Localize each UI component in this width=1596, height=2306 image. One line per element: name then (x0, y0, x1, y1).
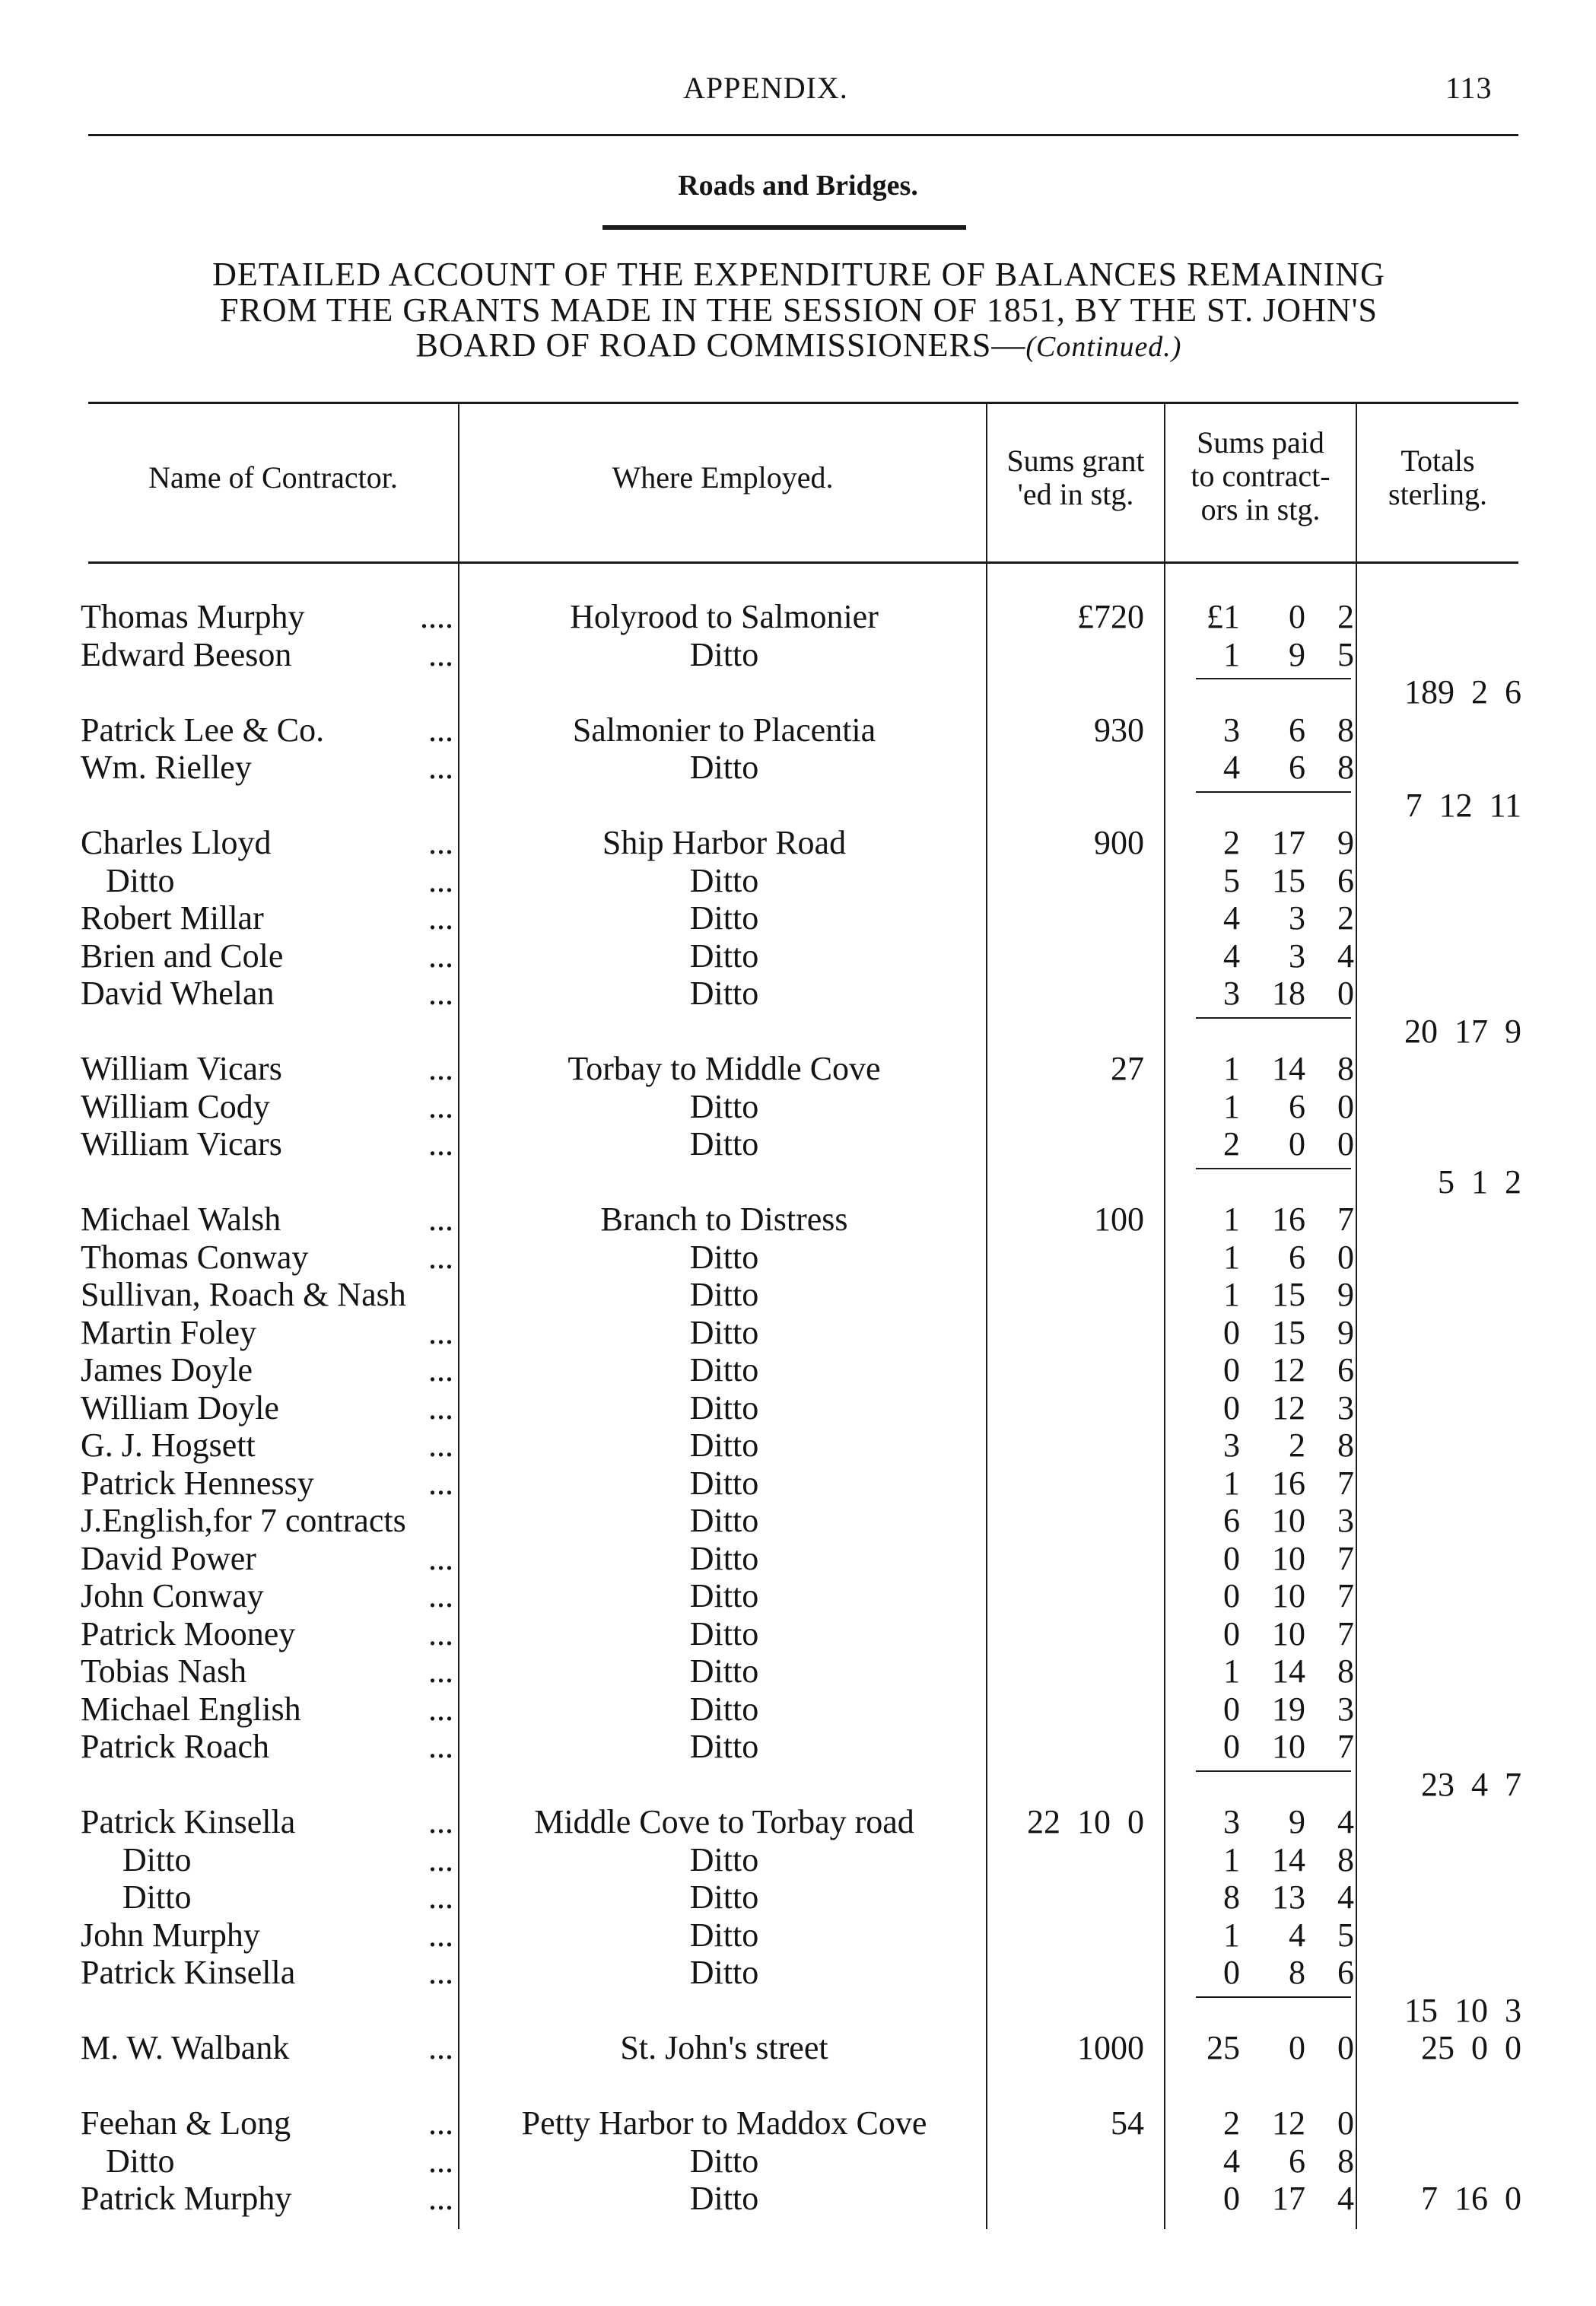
where-employed: Ditto (689, 1540, 759, 1577)
paid-shillings: 8 (1289, 1954, 1305, 1991)
paid-shillings: 6 (1289, 711, 1305, 749)
where-employed: Ditto (689, 1878, 759, 1916)
paid-pence: 5 (1337, 636, 1354, 673)
paid-shillings: 17 (1272, 2180, 1305, 2217)
where-employed: Ditto (689, 1465, 759, 1502)
contractor-name: M. W. Walbank (81, 2029, 290, 2066)
paid-shillings: 16 (1272, 1201, 1305, 1238)
subtotal-rule (1196, 678, 1351, 679)
leader-dots: ... (428, 975, 453, 1012)
where-employed: Ditto (689, 862, 759, 899)
contractor-name: Ditto (81, 1841, 192, 1878)
where-employed: Ditto (689, 1276, 759, 1313)
leader-dots: ... (428, 1916, 453, 1954)
paid-pounds: 1 (1223, 1916, 1240, 1954)
paid-pounds: 1 (1223, 1088, 1240, 1125)
column-rule-2 (986, 403, 987, 2229)
paid-pounds: 1 (1223, 1276, 1240, 1313)
paid-pounds: 1 (1223, 1841, 1240, 1878)
paid-shillings: 10 (1272, 1577, 1305, 1614)
paid-pounds: 2 (1223, 1125, 1240, 1163)
paid-shillings: 3 (1289, 899, 1305, 937)
paid-shillings: 9 (1289, 1803, 1305, 1840)
leader-dots: ... (428, 1652, 453, 1690)
paid-pence: 0 (1337, 1239, 1354, 1276)
paid-shillings: 3 (1289, 937, 1305, 975)
leader-dots: ... (428, 2142, 453, 2180)
paid-pence: 0 (1337, 1088, 1354, 1125)
paid-shillings: 13 (1272, 1878, 1305, 1916)
paid-shillings: 10 (1272, 1728, 1305, 1765)
where-employed: Middle Cove to Torbay road (534, 1803, 914, 1840)
row-total: 7 12 11 (1405, 787, 1521, 824)
where-employed: Ditto (689, 1916, 759, 1954)
contractor-name: William Cody (81, 1088, 270, 1125)
paid-shillings: 6 (1289, 1239, 1305, 1276)
paid-shillings: 17 (1272, 824, 1305, 861)
section-title: Roads and Bridges. (678, 170, 918, 202)
paid-pence: 0 (1337, 2029, 1354, 2066)
where-employed: Ditto (689, 1502, 759, 1539)
paid-pounds: 0 (1223, 1954, 1240, 1991)
row-total: 23 4 7 (1421, 1766, 1521, 1803)
contractor-name: David Whelan (81, 975, 275, 1012)
leader-dots: ... (428, 1615, 453, 1652)
leader-dots: ... (428, 1314, 453, 1351)
paid-shillings: 0 (1289, 1125, 1305, 1163)
paid-pounds: 3 (1223, 1803, 1240, 1840)
where-employed: Petty Harbor to Maddox Cove (521, 2104, 927, 2142)
contractor-name: J.English,for 7 contracts (81, 1502, 406, 1539)
leader-dots: ... (428, 1728, 453, 1765)
col-header-granted-1: Sums grant (1006, 444, 1145, 478)
paid-shillings: 14 (1272, 1841, 1305, 1878)
paid-pence: 7 (1337, 1577, 1354, 1614)
leader-dots: ... (428, 1125, 453, 1163)
paid-shillings: 0 (1289, 598, 1305, 635)
row-total: 20 17 9 (1404, 1013, 1521, 1050)
paid-pence: 4 (1337, 937, 1354, 975)
sum-granted: 900 (1094, 824, 1144, 861)
col-header-paid-3: ors in stg. (1200, 492, 1321, 526)
paid-pence: 8 (1337, 1652, 1354, 1690)
head-rule (88, 134, 1518, 136)
paid-pence: 7 (1337, 1540, 1354, 1577)
paid-pence: 8 (1337, 1050, 1354, 1087)
where-employed: Ditto (689, 2180, 759, 2217)
col-header-totals-1: Totals (1400, 444, 1475, 478)
contractor-name: John Murphy (81, 1916, 260, 1954)
leader-dots: ... (428, 749, 453, 786)
paid-pounds: 4 (1223, 899, 1240, 937)
where-employed: Ditto (689, 1088, 759, 1125)
contractor-name: Thomas Murphy (81, 598, 305, 635)
paid-pounds: 4 (1223, 2142, 1240, 2180)
paid-pence: 4 (1337, 1803, 1354, 1840)
paid-pounds: 6 (1223, 1502, 1240, 1539)
paid-pence: 8 (1337, 2142, 1354, 2180)
contractor-name: Ditto (81, 862, 175, 899)
paid-pence: 9 (1337, 1276, 1354, 1313)
col-header-totals (1357, 444, 1518, 511)
leader-dots: ... (428, 1954, 453, 1991)
contractor-name: Wm. Rielley (81, 749, 252, 786)
header-bottom-rule (88, 561, 1518, 564)
sum-granted: 1000 (1077, 2029, 1144, 2066)
where-employed: Ditto (689, 1577, 759, 1614)
paid-shillings: 16 (1272, 1465, 1305, 1502)
paid-pence: 0 (1337, 1125, 1354, 1163)
sum-granted: £720 (1077, 598, 1144, 635)
leader-dots: ... (428, 1803, 453, 1840)
leader-dots: ... (428, 824, 453, 861)
paid-pence: 0 (1337, 2104, 1354, 2142)
paid-pence: 6 (1337, 862, 1354, 899)
leader-dots: ... (428, 862, 453, 899)
paid-pence: 7 (1337, 1201, 1354, 1238)
paid-pounds: 3 (1223, 1427, 1240, 1464)
col-header-paid (1165, 426, 1356, 526)
paid-pounds: 0 (1223, 1728, 1240, 1765)
paid-pounds: 3 (1223, 975, 1240, 1012)
where-employed: Ditto (689, 636, 759, 673)
col-header-totals-2: sterling. (1388, 477, 1487, 511)
contractor-name: William Doyle (81, 1389, 279, 1427)
row-total: 7 16 0 (1421, 2180, 1521, 2217)
where-employed: Ditto (689, 1954, 759, 1991)
running-head: APPENDIX. (683, 71, 848, 105)
sum-granted: 100 (1094, 1201, 1144, 1238)
leader-dots: ... (428, 1577, 453, 1614)
where-employed: Ditto (689, 899, 759, 937)
contractor-name: Feehan & Long (81, 2104, 291, 2142)
paid-pence: 4 (1337, 1878, 1354, 1916)
heading-line-2: FROM THE GRANTS MADE IN THE SESSION OF 1851, BY THE ST. JOHN'S (219, 291, 1378, 329)
leader-dots: ... (428, 1050, 453, 1087)
paid-shillings: 18 (1272, 975, 1305, 1012)
title-rule (602, 225, 966, 230)
where-employed: Ditto (689, 1728, 759, 1765)
contractor-name: Edward Beeson (81, 636, 292, 673)
paid-pence: 3 (1337, 1691, 1354, 1728)
leader-dots: ... (428, 1841, 453, 1878)
column-rule-4 (1356, 403, 1357, 2229)
where-employed: Ditto (689, 1239, 759, 1276)
where-employed: Branch to Distress (600, 1201, 848, 1238)
paid-pence: 3 (1337, 1502, 1354, 1539)
col-header-granted-2: 'ed in stg. (1017, 477, 1134, 511)
contractor-name: William Vicars (81, 1125, 282, 1163)
contractor-name: Ditto (81, 1878, 192, 1916)
paid-shillings: 4 (1289, 1916, 1305, 1954)
paid-pounds: 0 (1223, 1314, 1240, 1351)
paid-pence: 6 (1337, 1351, 1354, 1388)
paid-pounds: 2 (1223, 824, 1240, 861)
subtotal-rule (1196, 1770, 1351, 1772)
col-header-paid-2: to contract- (1191, 459, 1331, 493)
paid-pounds: 0 (1223, 1577, 1240, 1614)
where-employed: Ditto (689, 2142, 759, 2180)
contractor-name: Patrick Kinsella (81, 1803, 296, 1840)
col-header-paid-1: Sums paid (1197, 425, 1324, 460)
paid-shillings: 15 (1272, 1276, 1305, 1313)
paid-shillings: 15 (1272, 1314, 1305, 1351)
paid-pounds: 5 (1223, 862, 1240, 899)
leader-dots: ... (428, 1239, 453, 1276)
paid-pounds: 1 (1223, 1050, 1240, 1087)
paid-shillings: 6 (1289, 2142, 1305, 2180)
row-total: 15 10 3 (1404, 1992, 1521, 2029)
leader-dots: ... (428, 636, 453, 673)
paid-shillings: 6 (1289, 1088, 1305, 1125)
leader-dots: ... (428, 1088, 453, 1125)
paid-shillings: 14 (1272, 1652, 1305, 1690)
paid-shillings: 10 (1272, 1615, 1305, 1652)
contractor-name: Charles Lloyd (81, 824, 272, 861)
sum-granted: 54 (1111, 2104, 1144, 2142)
contractor-name: James Doyle (81, 1351, 253, 1388)
paid-pounds: 0 (1223, 1389, 1240, 1427)
leader-dots: .... (420, 598, 453, 635)
where-employed: Ditto (689, 1427, 759, 1464)
paid-pence: 4 (1337, 2180, 1354, 2217)
leader-dots: ... (428, 1427, 453, 1464)
leader-dots: ... (428, 1691, 453, 1728)
contractor-name: John Conway (81, 1577, 264, 1614)
paid-pence: 5 (1337, 1916, 1354, 1954)
where-employed: Ditto (689, 1691, 759, 1728)
where-employed: Ditto (689, 1652, 759, 1690)
contractor-name: Martin Foley (81, 1314, 256, 1351)
heading-line-1: DETAILED ACCOUNT OF THE EXPENDITURE OF BALANCES REMAINING (212, 256, 1385, 293)
paid-pence: 8 (1337, 1427, 1354, 1464)
paid-pounds: 1 (1223, 1652, 1240, 1690)
where-employed: Ditto (689, 749, 759, 786)
paid-pence: 6 (1337, 1954, 1354, 1991)
where-employed: St. John's street (620, 2029, 828, 2066)
paid-pounds: 8 (1223, 1878, 1240, 1916)
where-employed: Holyrood to Salmonier (570, 598, 879, 635)
contractor-name: Brien and Cole (81, 937, 284, 975)
leader-dots: ... (428, 1540, 453, 1577)
leader-dots: ... (428, 1878, 453, 1916)
paid-pounds: £1 (1207, 598, 1240, 635)
where-employed: Torbay to Middle Cove (568, 1050, 881, 1087)
col-header-where: Where Employed. (612, 460, 834, 495)
paid-pounds: 1 (1223, 636, 1240, 673)
contractor-name: Robert Millar (81, 899, 264, 937)
where-employed: Salmonier to Placentia (572, 711, 876, 749)
contractor-name: David Power (81, 1540, 256, 1577)
col-header-granted (987, 444, 1164, 511)
where-employed: Ditto (689, 1314, 759, 1351)
page-number: 113 (1445, 71, 1493, 105)
paid-shillings: 12 (1272, 1389, 1305, 1427)
paid-pence: 0 (1337, 975, 1354, 1012)
contractor-name: Patrick Kinsella (81, 1954, 296, 1991)
sum-granted: 22 10 0 (1027, 1803, 1144, 1840)
paid-pounds: 0 (1223, 1615, 1240, 1652)
paid-pence: 9 (1337, 824, 1354, 861)
contractor-name: Patrick Murphy (81, 2180, 292, 2217)
subtotal-rule (1196, 1017, 1351, 1019)
where-employed: Ditto (689, 1351, 759, 1388)
paid-pounds: 4 (1223, 749, 1240, 786)
sum-granted: 27 (1111, 1050, 1144, 1087)
leader-dots: ... (428, 2029, 453, 2066)
contractor-name: G. J. Hogsett (81, 1427, 256, 1464)
paid-shillings: 2 (1289, 1427, 1305, 1464)
column-rule-3 (1164, 403, 1165, 2229)
leader-dots: ... (428, 1389, 453, 1427)
leader-dots: ... (428, 937, 453, 975)
paid-shillings: 12 (1272, 1351, 1305, 1388)
paid-shillings: 9 (1289, 636, 1305, 673)
contractor-name: Patrick Hennessy (81, 1465, 314, 1502)
contractor-name: Patrick Mooney (81, 1615, 296, 1652)
leader-dots: ... (428, 899, 453, 937)
where-employed: Ditto (689, 975, 759, 1012)
where-employed: Ditto (689, 1841, 759, 1878)
leader-dots: ... (428, 2180, 453, 2217)
where-employed: Ship Harbor Road (602, 824, 847, 861)
where-employed: Ditto (689, 1125, 759, 1163)
contractor-name: Patrick Roach (81, 1728, 270, 1765)
heading-line-3 (84, 326, 1514, 364)
paid-pounds: 1 (1223, 1201, 1240, 1238)
paid-shillings: 19 (1272, 1691, 1305, 1728)
heading-line-3-text: BOARD OF ROAD COMMISSIONERS— (415, 326, 1026, 364)
paid-pence: 8 (1337, 711, 1354, 749)
paid-pence: 7 (1337, 1615, 1354, 1652)
contractor-name: William Vicars (81, 1050, 282, 1087)
paid-pence: 9 (1337, 1314, 1354, 1351)
leader-dots: ... (428, 1465, 453, 1502)
row-total: 5 1 2 (1438, 1163, 1521, 1201)
paid-shillings: 6 (1289, 749, 1305, 786)
leader-dots: ... (428, 1201, 453, 1238)
leader-dots: ... (428, 711, 453, 749)
heading-continued: (Continued.) (1025, 331, 1182, 363)
paid-pence: 2 (1337, 598, 1354, 635)
table-top-rule (88, 402, 1518, 404)
paid-pounds: 0 (1223, 1691, 1240, 1728)
paid-pounds: 2 (1223, 2104, 1240, 2142)
contractor-name: Michael English (81, 1691, 301, 1728)
paid-pounds: 3 (1223, 711, 1240, 749)
paid-pence: 8 (1337, 1841, 1354, 1878)
subtotal-rule (1196, 1168, 1351, 1169)
paid-shillings: 0 (1289, 2029, 1305, 2066)
paid-pence: 3 (1337, 1389, 1354, 1427)
subtotal-rule (1196, 791, 1351, 793)
row-total: 189 2 6 (1404, 673, 1521, 711)
paid-pounds: 1 (1223, 1465, 1240, 1502)
sum-granted: 930 (1094, 711, 1144, 749)
where-employed: Ditto (689, 1615, 759, 1652)
contractor-name: Sullivan, Roach & Nash (81, 1276, 406, 1313)
paid-shillings: 12 (1272, 2104, 1305, 2142)
leader-dots: ... (428, 1351, 453, 1388)
paid-shillings: 14 (1272, 1050, 1305, 1087)
where-employed: Ditto (689, 937, 759, 975)
column-rule-1 (458, 403, 459, 2229)
contractor-name: Patrick Lee & Co. (81, 711, 325, 749)
paid-pounds: 25 (1207, 2029, 1240, 2066)
paid-pounds: 0 (1223, 2180, 1240, 2217)
paid-shillings: 10 (1272, 1502, 1305, 1539)
subtotal-rule (1196, 1996, 1351, 1998)
paid-pence: 8 (1337, 749, 1354, 786)
paid-pence: 7 (1337, 1465, 1354, 1502)
row-total: 25 0 0 (1421, 2029, 1521, 2066)
paid-pence: 7 (1337, 1728, 1354, 1765)
paid-shillings: 15 (1272, 862, 1305, 899)
paid-shillings: 10 (1272, 1540, 1305, 1577)
where-employed: Ditto (689, 1389, 759, 1427)
paid-pounds: 0 (1223, 1351, 1240, 1388)
leader-dots: ... (428, 2104, 453, 2142)
paid-pounds: 1 (1223, 1239, 1240, 1276)
contractor-name: Tobias Nash (81, 1652, 247, 1690)
col-header-contractor: Name of Contractor. (148, 460, 398, 495)
paid-pounds: 4 (1223, 937, 1240, 975)
contractor-name: Michael Walsh (81, 1201, 281, 1238)
contractor-name: Ditto (81, 2142, 175, 2180)
contractor-name: Thomas Conway (81, 1239, 309, 1276)
paid-pence: 2 (1337, 899, 1354, 937)
paid-pounds: 0 (1223, 1540, 1240, 1577)
